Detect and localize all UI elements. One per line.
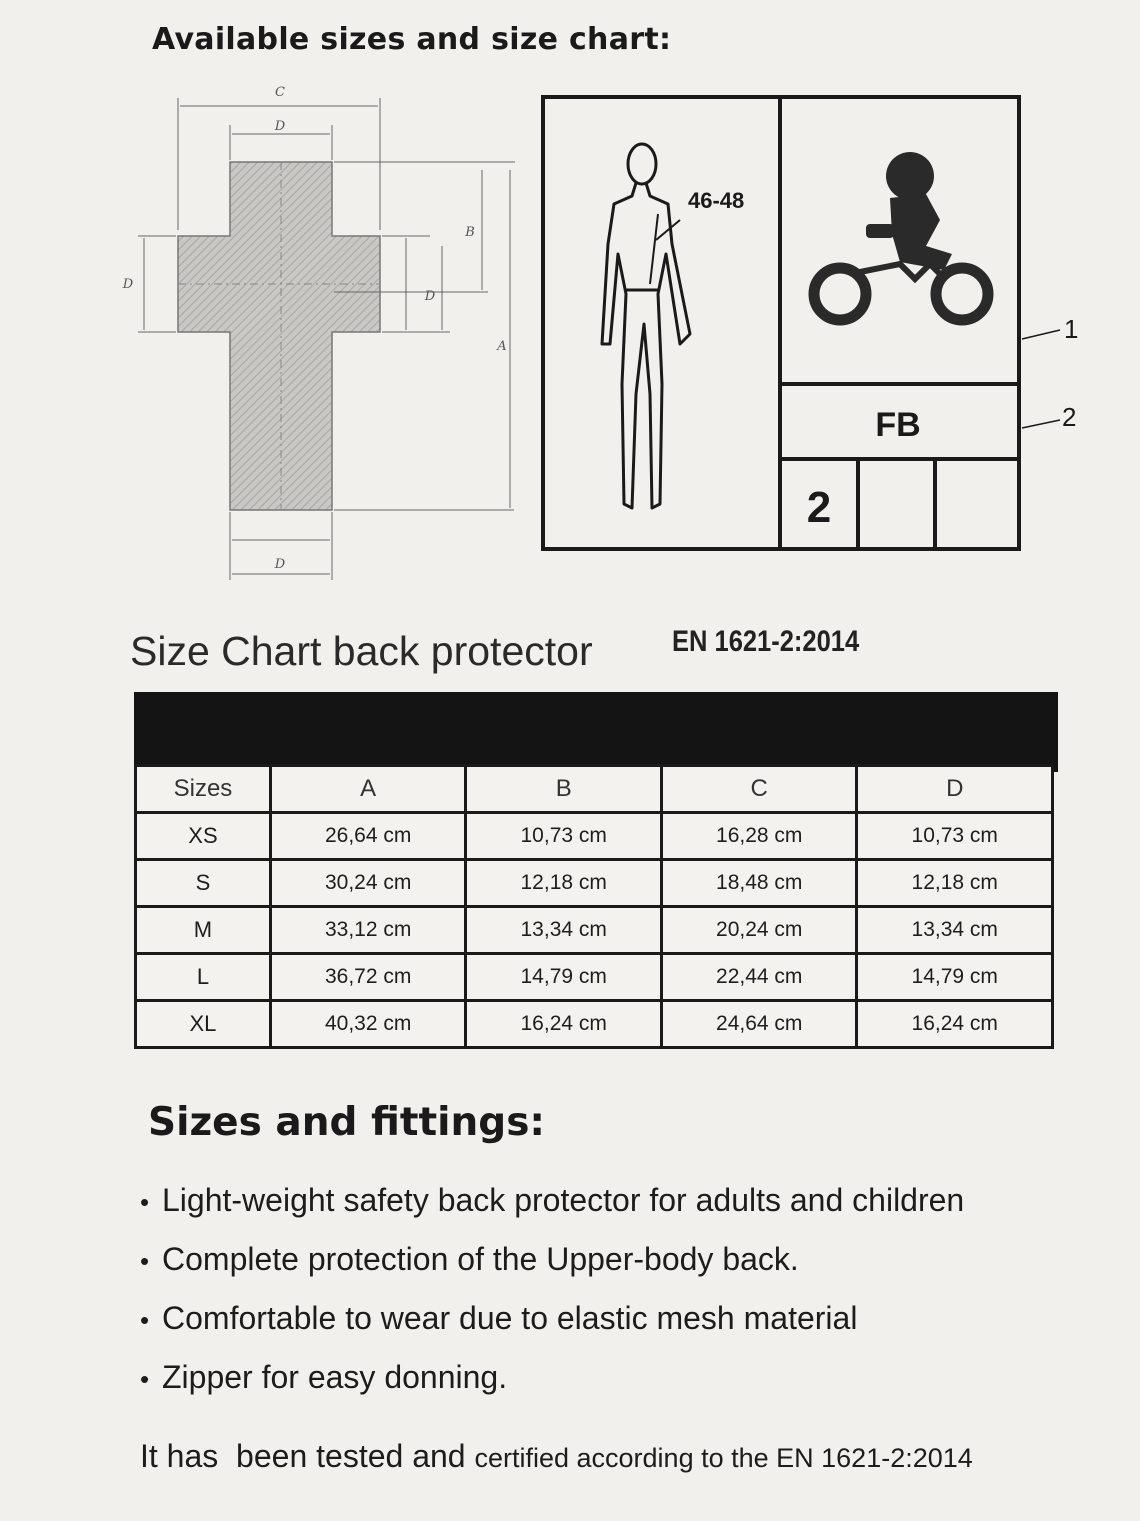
table-row <box>136 813 1053 860</box>
table-header-row <box>136 766 1053 813</box>
callout-1: 1 <box>1064 314 1079 344</box>
cell-d: 13,34 cm <box>857 907 1053 954</box>
list-item-text: Complete protection of the Upper-body back. <box>162 1241 799 1277</box>
cell-d: 16,24 cm <box>857 1001 1053 1048</box>
bullet-icon: • <box>140 1246 150 1276</box>
fittings-list <box>140 1180 964 1416</box>
table-row <box>136 860 1053 907</box>
certification-note <box>140 1438 973 1475</box>
bullet-icon: • <box>140 1187 150 1217</box>
figure-measure-line <box>650 214 658 284</box>
cell-a: 36,72 cm <box>270 954 466 1001</box>
cell-b: 13,34 cm <box>466 907 662 954</box>
size-chart-title: Size Chart back protector <box>130 628 593 674</box>
certification-note-part2: certified according to the EN 1621-2:2014 <box>474 1443 973 1473</box>
header-sizes: Sizes <box>136 766 271 813</box>
cell-a: 26,64 cm <box>270 813 466 860</box>
cell-c: 20,24 cm <box>661 907 857 954</box>
bullet-icon: • <box>140 1364 150 1394</box>
ce-label-panel <box>540 94 1080 564</box>
motorcycle-wheel-right-icon <box>936 268 988 320</box>
cell-size: M <box>136 907 271 954</box>
certification-note-part1: It has been tested and <box>140 1438 466 1474</box>
cell-a: 40,32 cm <box>270 1001 466 1048</box>
cell-size: S <box>136 860 271 907</box>
list-item <box>140 1239 964 1298</box>
fittings-heading: Sizes and fittings: <box>148 1100 546 1145</box>
dim-d-top-label: D <box>274 119 286 134</box>
list-item-text: Zipper for easy donning. <box>162 1359 508 1395</box>
cell-b: 10,73 cm <box>466 813 662 860</box>
figure-size-range: 46-48 <box>688 188 745 213</box>
header-a: A <box>270 766 466 813</box>
cell-a: 30,24 cm <box>270 860 466 907</box>
table-row <box>136 1001 1053 1048</box>
protector-code: FB <box>875 406 921 444</box>
cell-c: 22,44 cm <box>661 954 857 1001</box>
list-item-text: Comfortable to wear due to elastic mesh material <box>162 1300 858 1336</box>
cell-d: 12,18 cm <box>857 860 1053 907</box>
header-c: C <box>661 766 857 813</box>
protector-dimension-diagram <box>110 80 530 590</box>
protection-level: 2 <box>806 483 832 532</box>
bullet-icon: • <box>140 1305 150 1335</box>
dim-a-label: A <box>497 339 507 354</box>
dim-b-label: B <box>465 225 475 240</box>
cell-a: 33,12 cm <box>270 907 466 954</box>
cell-c: 18,48 cm <box>661 860 857 907</box>
cell-b: 16,24 cm <box>466 1001 662 1048</box>
list-item <box>140 1180 964 1239</box>
header-d: D <box>857 766 1053 813</box>
dim-d-right-label: D <box>424 289 436 304</box>
human-figure-icon <box>602 144 690 508</box>
cell-size: XS <box>136 813 271 860</box>
cell-b: 12,18 cm <box>466 860 662 907</box>
cell-d: 14,79 cm <box>857 954 1053 1001</box>
cell-b: 14,79 cm <box>466 954 662 1001</box>
dim-c-label: C <box>275 85 285 100</box>
cross-shape <box>178 162 380 510</box>
callout-2: 2 <box>1062 402 1077 432</box>
cell-d: 10,73 cm <box>857 813 1053 860</box>
cell-c: 24,64 cm <box>661 1001 857 1048</box>
cell-c: 16,28 cm <box>661 813 857 860</box>
table-row <box>136 907 1053 954</box>
dim-d-left-label: D <box>122 277 134 292</box>
table-row <box>136 954 1053 1001</box>
size-chart-table <box>134 764 1054 1049</box>
list-item <box>140 1298 964 1357</box>
list-item-text: Light-weight safety back protector for adults and children <box>162 1182 965 1218</box>
size-chart-standard: EN 1621-2:2014 <box>672 625 860 658</box>
cell-size: XL <box>136 1001 271 1048</box>
list-item <box>140 1357 964 1416</box>
header-b: B <box>466 766 662 813</box>
page-heading: Available sizes and size chart: <box>152 22 672 57</box>
table-header-band <box>134 692 1058 772</box>
dim-d-bottom-label: D <box>274 557 286 572</box>
motorcycle-wheel-left-icon <box>814 268 866 320</box>
motorcycle-rider-icon <box>866 152 952 270</box>
cell-size: L <box>136 954 271 1001</box>
